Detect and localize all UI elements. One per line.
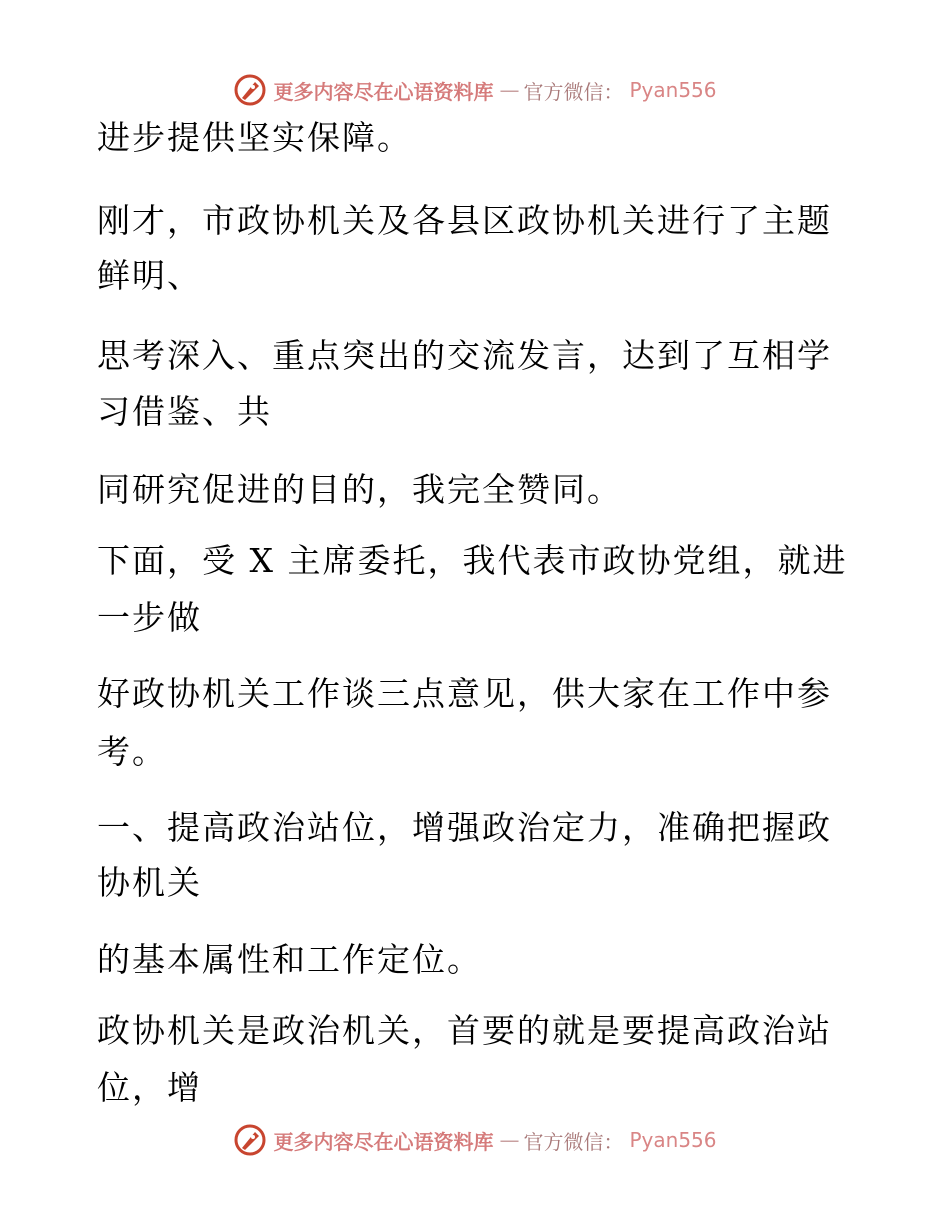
text-line: 位，增	[97, 1068, 202, 1107]
text-line: 同研究促进的目的，我完全赞同。	[97, 470, 622, 509]
text-line: 思考深入、重点突出的交流发言，达到了互相学	[97, 336, 832, 375]
watermark-account: Pyan556	[629, 78, 717, 102]
text-line: 鲜明、	[97, 256, 202, 295]
watermark-separator: —	[499, 78, 518, 102]
footer-watermark	[0, 1120, 950, 1160]
text-line: 政协机关是政治机关，首要的就是要提高政治站	[97, 1011, 832, 1050]
watermark-brand: 更多内容尽在心语资料库	[273, 79, 494, 104]
watermark-brand: 更多内容尽在心语资料库	[273, 1129, 494, 1154]
text-line: 进步提供坚实保障。	[97, 118, 412, 157]
text-line: 一、提高政治站位，增强政治定力，准确把握政	[97, 808, 832, 847]
text-line: 协机关	[97, 863, 202, 902]
text-line: 好政协机关工作谈三点意见，供大家在工作中参	[97, 674, 832, 713]
text-line: 的基本属性和工作定位。	[97, 940, 482, 979]
text-line: 一步做	[97, 598, 202, 637]
watermark-account: Pyan556	[629, 1128, 717, 1152]
text-line: 刚才，市政协机关及各县区政协机关进行了主题	[97, 201, 832, 240]
pen-nib-logo-icon	[233, 1123, 267, 1157]
pen-nib-logo-icon	[233, 73, 267, 107]
text-line: 下面，受 X 主席委托，我代表市政协党组，就进	[97, 541, 848, 580]
watermark-label: 官方微信：	[523, 1129, 624, 1154]
header-watermark	[0, 70, 950, 110]
watermark-label: 官方微信：	[523, 79, 624, 104]
watermark-separator: —	[499, 1128, 518, 1152]
text-line: 习借鉴、共	[97, 392, 272, 431]
text-line: 考。	[97, 732, 167, 771]
